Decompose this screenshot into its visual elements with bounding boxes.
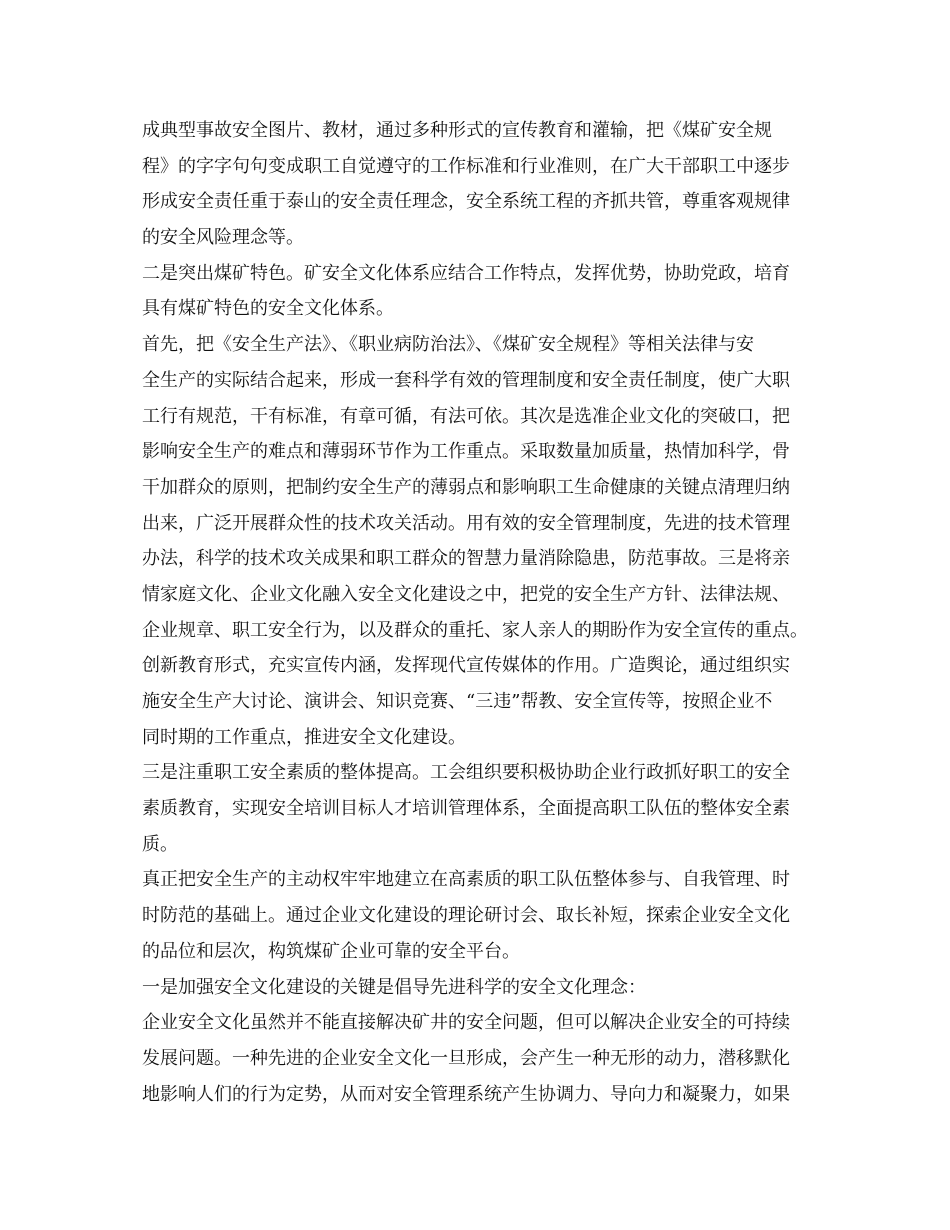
text-line: 具有煤矿特色的安全文化体系。 <box>142 298 394 320</box>
text-line: 同时期的工作重点，推进安全文化建设。 <box>142 726 466 748</box>
text-line: 发展问题。一种先进的企业安全文化一旦形成，会产生一种无形的动力，潜移默化 <box>142 1047 790 1069</box>
text-line: 真正把安全生产的主动权牢牢地建立在高素质的职工队伍整体参与、自我管理、时 <box>142 869 790 891</box>
text-line: 二是突出煤矿特色。矿安全文化体系应结合工作特点，发挥优势，协助党政，培育 <box>142 262 790 284</box>
text-line: 一是加强安全文化建设的关键是倡导先进科学的安全文化理念： <box>142 976 646 998</box>
text-line: 企业规章、职工安全行为，以及群众的重托、家人亲人的期盼作为安全宣传的重点。 <box>142 619 808 641</box>
text-line: 时防范的基础上。通过企业文化建设的理论研讨会、取长补短，探索企业安全文化 <box>142 905 790 927</box>
text-line: 程》的字字句句变成职工自觉遵守的工作标准和行业准则，在广大干部职工中逐步 <box>142 155 790 177</box>
text-line: 影响安全生产的难点和薄弱环节作为工作重点。采取数量加质量，热情加科学，骨 <box>142 441 790 463</box>
text-line: 的安全风险理念等。 <box>142 227 304 249</box>
text-line: 素质教育，实现安全培训目标人才培训管理体系，全面提高职工队伍的整体安全素 <box>142 798 790 820</box>
text-line: 工行有规范，干有标准，有章可循，有法可依。其次是选准企业文化的突破口，把 <box>142 405 790 427</box>
document-body <box>142 113 822 1112</box>
text-line: 企业安全文化虽然并不能直接解决矿井的安全问题，但可以解决企业安全的可持续 <box>142 1012 790 1034</box>
text-line: 的品位和层次，构筑煤矿企业可靠的安全平台。 <box>142 940 520 962</box>
text-line: 质。 <box>142 833 178 855</box>
text-line: 情家庭文化、企业文化融入安全文化建设之中，把党的安全生产方针、法律法规、 <box>142 583 790 605</box>
text-line: 三是注重职工安全素质的整体提高。工会组织要积极协助企业行政抓好职工的安全 <box>142 762 790 784</box>
text-line: 全生产的实际结合起来，形成一套科学有效的管理制度和安全责任制度，使广大职 <box>142 369 790 391</box>
text-line: 形成安全责任重于泰山的安全责任理念，安全系统工程的齐抓共管，尊重客观规律 <box>142 191 790 213</box>
text-line: 成典型事故安全图片、教材，通过多种形式的宣传教育和灌输，把《煤矿安全规 <box>142 120 772 141</box>
text-line: 出来，广泛开展群众性的技术攻关活动。用有效的安全管理制度，先进的技术管理 <box>142 512 790 534</box>
text-line: 地影响人们的行为定势，从而对安全管理系统产生协调力、导向力和凝聚力，如果 <box>142 1083 790 1105</box>
text-line: 干加群众的原则，把制约安全生产的薄弱点和影响职工生命健康的关键点清理归纳 <box>142 476 790 498</box>
text-line: 施安全生产大讨论、演讲会、知识竞赛、“三违”帮教、安全宣传等，按照企业不 <box>142 691 773 712</box>
text-line: 创新教育形式，充实宣传内涵，发挥现代宣传媒体的作用。广造舆论，通过组织实 <box>142 655 790 677</box>
text-line: 首先，把《安全生产法》、《职业病防治法》、《煤矿安全规程》等相关法律与安 <box>142 334 754 356</box>
text-line: 办法，科学的技术攻关成果和职工群众的智慧力量消除隐患，防范事故。三是将亲 <box>142 548 790 570</box>
